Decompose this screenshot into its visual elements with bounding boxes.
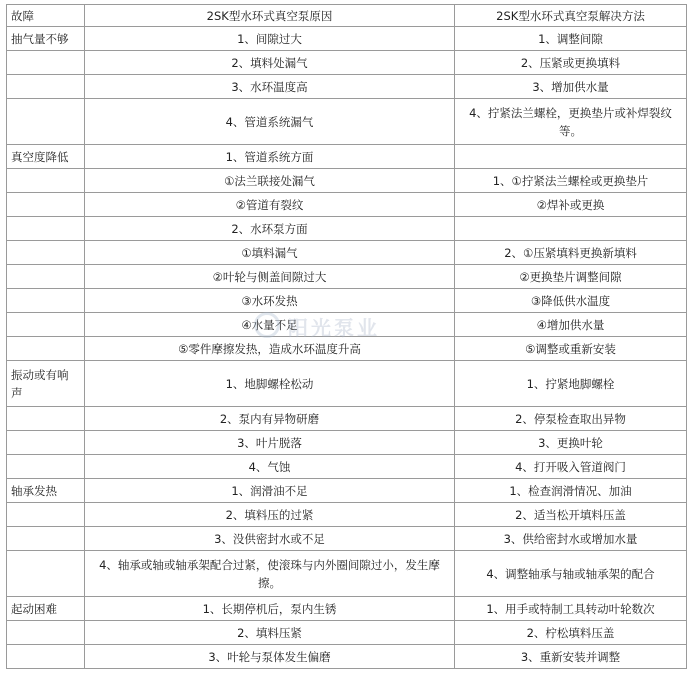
fault-cell — [7, 551, 85, 597]
fault-cell — [7, 99, 85, 145]
cause-cell: 1、间隙过大 — [85, 27, 455, 51]
table-row — [7, 621, 687, 645]
cause-cell: 2、填料压的过紧 — [85, 503, 455, 527]
cause-cell: 1、地脚螺栓松动 — [85, 361, 455, 407]
table-row — [7, 645, 687, 669]
fault-cell — [7, 527, 85, 551]
table-row — [7, 551, 687, 597]
cause-cell: 4、管道系统漏气 — [85, 99, 455, 145]
cause-cell: 4、气蚀 — [85, 455, 455, 479]
table-row — [7, 289, 687, 313]
table-row — [7, 313, 687, 337]
cause-cell: ①填料漏气 — [85, 241, 455, 265]
cause-cell: ②管道有裂纹 — [85, 193, 455, 217]
cause-cell: ②叶轮与侧盖间隙过大 — [85, 265, 455, 289]
header-cause: 2SK型水环式真空泵原因 — [85, 5, 455, 27]
solution-cell: ②更换垫片调整间隙 — [455, 265, 687, 289]
solution-cell — [455, 145, 687, 169]
solution-cell: 1、检查润滑情况、加油 — [455, 479, 687, 503]
solution-cell: 1、调整间隙 — [455, 27, 687, 51]
table-row — [7, 75, 687, 99]
cause-cell: 4、轴承或轴或轴承架配合过紧，使滚珠与内外圈间隙过小，发生摩擦。 — [85, 551, 455, 597]
fault-cell — [7, 621, 85, 645]
fault-cell — [7, 503, 85, 527]
solution-cell: 3、重新安装并调整 — [455, 645, 687, 669]
fault-cell — [7, 455, 85, 479]
solution-cell: 2、停泵检查取出异物 — [455, 407, 687, 431]
cause-cell: 2、水环泵方面 — [85, 217, 455, 241]
cause-cell: 1、润滑油不足 — [85, 479, 455, 503]
solution-cell: 4、打开吸入管道阀门 — [455, 455, 687, 479]
table-row — [7, 99, 687, 145]
solution-cell: 2、适当松开填料压盖 — [455, 503, 687, 527]
header-solution: 2SK型水环式真空泵解决方法 — [455, 5, 687, 27]
table-row — [7, 527, 687, 551]
table-row — [7, 361, 687, 407]
fault-cell — [7, 289, 85, 313]
fault-cell — [7, 217, 85, 241]
solution-cell: ②焊补或更换 — [455, 193, 687, 217]
fault-table-body — [7, 5, 687, 669]
table-row — [7, 241, 687, 265]
solution-cell: 1、①拧紧法兰螺栓或更换垫片 — [455, 169, 687, 193]
fault-cell — [7, 313, 85, 337]
solution-cell — [455, 217, 687, 241]
table-row — [7, 145, 687, 169]
fault-cell — [7, 75, 85, 99]
fault-cell — [7, 193, 85, 217]
fault-table — [6, 4, 687, 669]
fault-cell — [7, 431, 85, 455]
table-row — [7, 479, 687, 503]
header-fault: 故障 — [7, 5, 85, 27]
cause-cell: 3、没供密封水或不足 — [85, 527, 455, 551]
solution-cell: ⑤调整或重新安装 — [455, 337, 687, 361]
cause-cell: 1、管道系统方面 — [85, 145, 455, 169]
solution-cell: 2、①压紧填料更换新填料 — [455, 241, 687, 265]
cause-cell: ⑤零件摩擦发热，造成水环温度升高 — [85, 337, 455, 361]
fault-cell — [7, 645, 85, 669]
table-row — [7, 51, 687, 75]
fault-cell — [7, 241, 85, 265]
table-row — [7, 597, 687, 621]
cause-cell: 2、填料压紧 — [85, 621, 455, 645]
fault-cell — [7, 337, 85, 361]
header-row — [7, 5, 687, 27]
fault-cell — [7, 169, 85, 193]
fault-cell: 抽气量不够 — [7, 27, 85, 51]
fault-cell — [7, 407, 85, 431]
solution-cell: 3、供给密封水或增加水量 — [455, 527, 687, 551]
fault-cell: 轴承发热 — [7, 479, 85, 503]
solution-cell: ③降低供水温度 — [455, 289, 687, 313]
cause-cell: 3、水环温度高 — [85, 75, 455, 99]
cause-cell: 2、泵内有异物研磨 — [85, 407, 455, 431]
solution-cell: 2、压紧或更换填料 — [455, 51, 687, 75]
solution-cell: ④增加供水量 — [455, 313, 687, 337]
table-row — [7, 217, 687, 241]
table-row — [7, 503, 687, 527]
fault-cell: 起动困难 — [7, 597, 85, 621]
solution-cell: 2、柠松填料压盖 — [455, 621, 687, 645]
cause-cell: 3、叶轮与泵体发生偏磨 — [85, 645, 455, 669]
fault-cell — [7, 265, 85, 289]
fault-cell: 真空度降低 — [7, 145, 85, 169]
table-row — [7, 27, 687, 51]
solution-cell: 1、用手或特制工具转动叶轮数次 — [455, 597, 687, 621]
table-row — [7, 169, 687, 193]
fault-cell — [7, 51, 85, 75]
table-row — [7, 455, 687, 479]
watermark-text: 阳光泵业 — [288, 316, 380, 340]
cause-cell: ④水量不足 — [85, 313, 455, 337]
cause-cell: ③水环发热 — [85, 289, 455, 313]
cause-cell: 1、长期停机后，泵内生锈 — [85, 597, 455, 621]
cause-cell: 3、叶片脱落 — [85, 431, 455, 455]
table-row — [7, 265, 687, 289]
solution-cell: 3、更换叶轮 — [455, 431, 687, 455]
solution-cell: 4、调整轴承与轴或轴承架的配合 — [455, 551, 687, 597]
table-row — [7, 193, 687, 217]
fault-cell: 振动或有响声 — [7, 361, 85, 407]
solution-cell: 1、拧紧地脚螺栓 — [455, 361, 687, 407]
cause-cell: 2、填料处漏气 — [85, 51, 455, 75]
table-row — [7, 407, 687, 431]
cause-cell: ①法兰联接处漏气 — [85, 169, 455, 193]
table-row — [7, 431, 687, 455]
solution-cell: 4、拧紧法兰螺栓，更换垫片或补焊裂纹等。 — [455, 99, 687, 145]
solution-cell: 3、增加供水量 — [455, 75, 687, 99]
table-row — [7, 337, 687, 361]
